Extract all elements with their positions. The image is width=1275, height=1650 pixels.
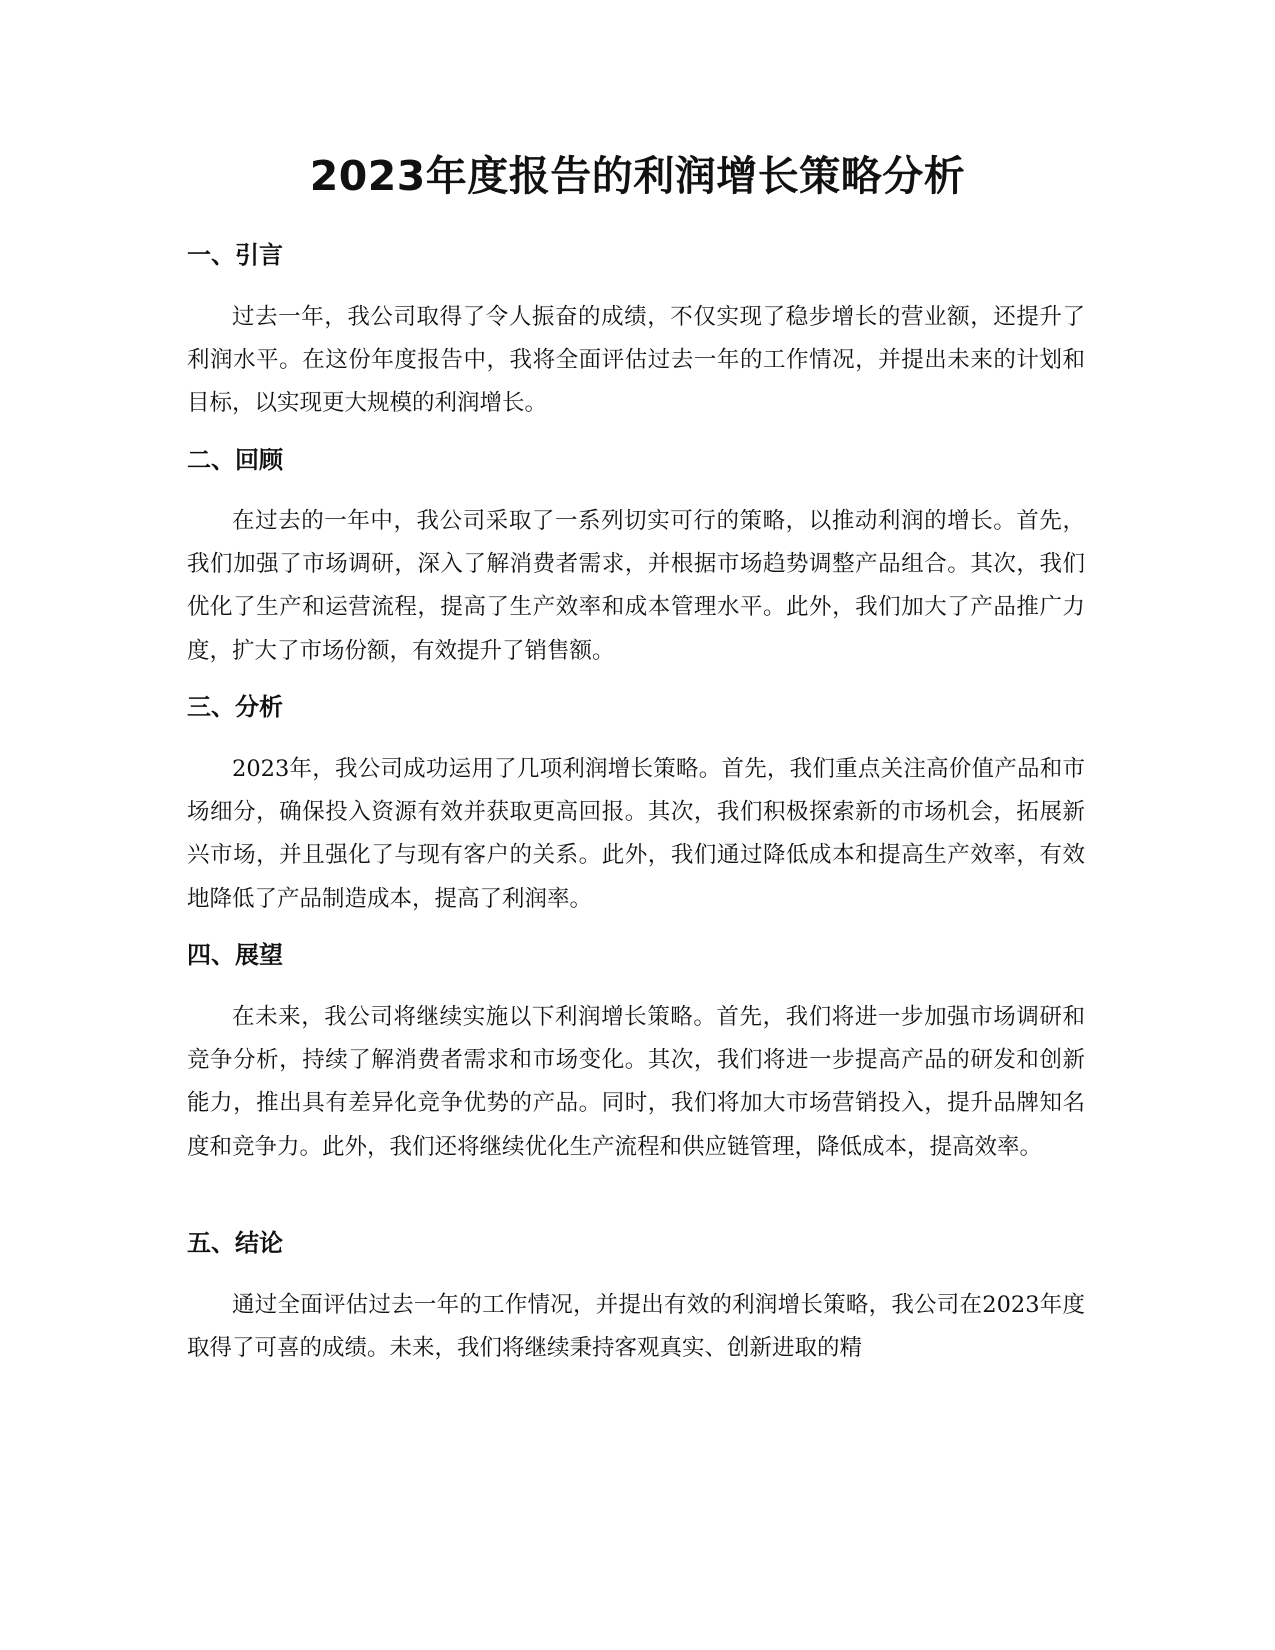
- section-heading-outlook: 四、展望: [187, 941, 283, 969]
- section-heading-conclusion: 五、结论: [187, 1229, 283, 1257]
- section-body-outlook: 在未来，我公司将继续实施以下利润增长策略。首先，我们将进一步加强市场调研和竞争分析，持续了解消费者需求和市场变化。其次，我们将进一步提高产品的研发和创新能力，推出具有差异化竞争优势的产品。同时，我们将加大市场营销投入，提升品牌知名度和竞争力。此外，我们还将继续优化生产流程和供应链管理，降低成本，提高效率。: [187, 1004, 1085, 1160]
- section-heading-review: 二、回顾: [187, 446, 283, 474]
- section-body-analysis: 2023年，我公司成功运用了几项利润增长策略。首先，我们重点关注高价值产品和市场细分，确保投入资源有效并获取更高回报。其次，我们积极探索新的市场机会，拓展新兴市场，并且强化了与现有客户的关系。此外，我们通过降低成本和提高生产效率，有效地降低了产品制造成本，提高了利润率。: [187, 756, 1085, 912]
- section-body-conclusion: 通过全面评估过去一年的工作情况，并提出有效的利润增长策略，我公司在2023年度取得了可喜的成绩。未来，我们将继续秉持客观真实、创新进取的精: [187, 1292, 1085, 1362]
- section-body-introduction: 过去一年，我公司取得了令人振奋的成绩，不仅实现了稳步增长的营业额，还提升了利润水平。在这份年度报告中，我将全面评估过去一年的工作情况，并提出未来的计划和目标，以实现更大规模的利润增长。: [187, 304, 1085, 417]
- section-heading-analysis: 三、分析: [187, 693, 283, 721]
- section-heading-introduction: 一、引言: [187, 241, 283, 269]
- section-body-review: 在过去的一年中，我公司采取了一系列切实可行的策略，以推动利润的增长。首先，我们加强了市场调研，深入了解消费者需求，并根据市场趋势调整产品组合。其次，我们优化了生产和运营流程，提高了生产效率和成本管理水平。此外，我们加大了产品推广力度，扩大了市场份额，有效提升了销售额。: [187, 508, 1085, 664]
- document-title: 2023年度报告的利润增长策略分析: [309, 152, 966, 200]
